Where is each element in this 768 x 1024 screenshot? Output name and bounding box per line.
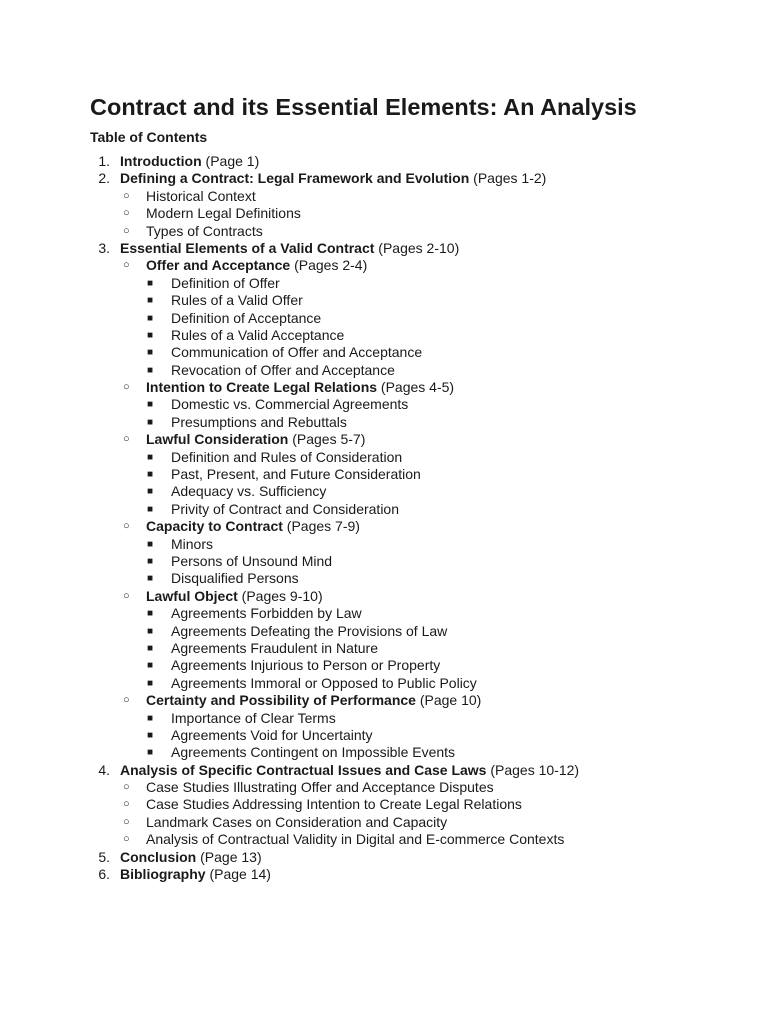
toc-entry-title: Agreements Immoral or Opposed to Public Policy	[171, 674, 477, 691]
toc-entry-level-1	[0, 153, 768, 170]
toc-entry-pages: (Pages 2-4)	[290, 257, 368, 274]
toc-entry-text	[120, 153, 259, 170]
toc-entry-title: Domestic vs. Commercial Agreements	[171, 396, 409, 413]
toc-entry-level-3	[0, 727, 768, 744]
toc-entry-title: Agreements Contingent on Impossible Events	[171, 744, 456, 761]
square-bullet-icon: ■	[147, 712, 154, 724]
square-bullet-icon: ■	[147, 277, 154, 289]
toc-entry-title: Definition of Acceptance	[171, 309, 322, 326]
circle-bullet-icon: ○	[123, 833, 130, 846]
toc-entry-title: Analysis of Contractual Validity in Digital and E-commerce Contexts	[146, 831, 565, 848]
item-number: 2.	[98, 170, 110, 187]
toc-entry-text	[171, 466, 421, 483]
square-bullet-icon: ■	[147, 347, 154, 359]
toc-entry-title: Rules of a Valid Offer	[171, 292, 303, 309]
toc-entry-level-3	[0, 292, 768, 309]
toc-entry-level-3	[0, 310, 768, 327]
toc-entry-text	[171, 501, 399, 518]
toc-entry-text	[171, 292, 303, 309]
toc-entry-text	[120, 849, 262, 866]
toc-entry-title: Historical Context	[146, 187, 256, 204]
toc-entry-text	[120, 240, 459, 257]
toc-entry-text	[171, 362, 395, 379]
toc-entry-text	[171, 536, 213, 553]
square-bullet-icon: ■	[147, 677, 154, 689]
toc-entry-level-3	[0, 536, 768, 553]
toc-entry-pages: (Pages 5-7)	[288, 431, 366, 448]
toc-entry-level-2	[0, 796, 768, 813]
square-bullet-icon: ■	[147, 538, 154, 550]
table-of-contents	[0, 153, 768, 883]
toc-entry-title: Essential Elements of a Valid Contract	[120, 239, 375, 256]
toc-entry-level-3	[0, 623, 768, 640]
toc-entry-text	[171, 449, 402, 466]
toc-entry-text	[171, 675, 477, 692]
circle-bullet-icon: ○	[123, 815, 130, 828]
toc-entry-title: Bibliography	[120, 866, 206, 883]
toc-entry-text	[171, 710, 336, 727]
toc-entry-level-2	[0, 814, 768, 831]
toc-entry-level-2	[0, 223, 768, 240]
toc-entry-level-3	[0, 675, 768, 692]
toc-entry-title: Capacity to Contract	[146, 518, 283, 535]
toc-entry-level-2	[0, 205, 768, 222]
toc-entry-text	[171, 275, 280, 292]
item-number: 5.	[98, 848, 110, 865]
toc-entry-title: Offer and Acceptance	[146, 257, 291, 274]
square-bullet-icon: ■	[147, 555, 154, 567]
toc-entry-pages: (Page 1)	[201, 153, 260, 169]
toc-entry-text	[120, 866, 271, 883]
circle-bullet-icon: ○	[123, 259, 130, 272]
toc-entry-text	[146, 257, 367, 274]
toc-entry-text	[171, 483, 326, 500]
square-bullet-icon: ■	[147, 469, 154, 481]
toc-entry-level-3	[0, 414, 768, 431]
square-bullet-icon: ■	[147, 747, 154, 759]
toc-entry-title: Rules of a Valid Acceptance	[171, 326, 345, 343]
item-number: 6.	[98, 866, 110, 883]
toc-entry-pages: (Page 10)	[415, 692, 482, 709]
toc-entry-text	[171, 640, 378, 657]
toc-entry-level-2	[0, 257, 768, 274]
toc-entry-pages: (Pages 1-2)	[469, 170, 547, 187]
toc-heading: Table of Contents	[90, 129, 208, 145]
item-number: 1.	[98, 153, 110, 169]
toc-entry-level-3	[0, 362, 768, 379]
toc-entry-title: Defining a Contract: Legal Framework and Evolution	[120, 170, 470, 187]
square-bullet-icon: ■	[147, 364, 154, 376]
circle-bullet-icon: ○	[123, 781, 130, 794]
toc-entry-title: Agreements Injurious to Person or Property	[171, 657, 441, 674]
toc-entry-level-1	[0, 849, 768, 866]
toc-entry-text	[120, 170, 546, 187]
toc-entry-level-3	[0, 483, 768, 500]
toc-entry-title: Types of Contracts	[146, 222, 263, 239]
toc-entry-level-3	[0, 275, 768, 292]
toc-entry-level-2	[0, 779, 768, 796]
toc-entry-text	[171, 657, 440, 674]
toc-entry-pages: (Page 14)	[205, 866, 271, 883]
toc-entry-title: Intention to Create Legal Relations	[146, 379, 378, 396]
toc-entry-text	[171, 553, 332, 570]
toc-entry-title: Persons of Unsound Mind	[171, 552, 333, 569]
item-number: 4.	[98, 761, 110, 778]
toc-entry-text	[146, 518, 360, 535]
toc-entry-pages: (Pages 10-12)	[486, 761, 580, 778]
square-bullet-icon: ■	[147, 295, 154, 307]
circle-bullet-icon: ○	[123, 189, 130, 202]
toc-entry-level-3	[0, 501, 768, 518]
toc-entry-text	[171, 310, 321, 327]
toc-entry-level-3	[0, 605, 768, 622]
square-bullet-icon: ■	[147, 329, 154, 341]
toc-entry-level-2	[0, 831, 768, 848]
square-bullet-icon: ■	[147, 642, 154, 654]
toc-entry-pages: (Pages 2-10)	[374, 239, 460, 256]
toc-entry-level-2	[0, 431, 768, 448]
toc-entry-level-3	[0, 344, 768, 361]
square-bullet-icon: ■	[147, 399, 154, 411]
toc-entry-text	[146, 205, 301, 222]
toc-entry-title: Agreements Forbidden by Law	[171, 605, 362, 622]
toc-entry-text	[146, 831, 564, 848]
toc-entry-text	[146, 779, 494, 796]
toc-entry-level-1	[0, 866, 768, 883]
square-bullet-icon: ■	[147, 625, 154, 637]
toc-entry-level-3	[0, 553, 768, 570]
toc-entry-level-1	[0, 240, 768, 257]
toc-entry-text	[171, 570, 299, 587]
circle-bullet-icon: ○	[123, 433, 130, 446]
toc-entry-title: Introduction	[120, 153, 202, 169]
toc-entry-title: Landmark Cases on Consideration and Capacity	[146, 813, 448, 830]
toc-entry-level-1	[0, 762, 768, 779]
toc-entry-title: Case Studies Illustrating Offer and Acceptance Disputes	[146, 779, 494, 796]
toc-entry-level-3	[0, 744, 768, 761]
toc-entry-title: Minors	[171, 535, 214, 552]
circle-bullet-icon: ○	[123, 381, 130, 394]
toc-entry-title: Analysis of Specific Contractual Issues and Case Laws	[120, 761, 487, 778]
toc-entry-title: Revocation of Offer and Acceptance	[171, 361, 395, 378]
square-bullet-icon: ■	[147, 729, 154, 741]
toc-entry-text	[146, 379, 454, 396]
square-bullet-icon: ■	[147, 451, 154, 463]
square-bullet-icon: ■	[147, 312, 154, 324]
toc-entry-title: Modern Legal Definitions	[146, 205, 301, 222]
toc-entry-text	[146, 431, 365, 448]
toc-entry-title: Conclusion	[120, 848, 197, 865]
toc-entry-level-3	[0, 466, 768, 483]
toc-entry-title: Past, Present, and Future Consideration	[171, 466, 421, 483]
square-bullet-icon: ■	[147, 503, 154, 515]
toc-entry-level-3	[0, 396, 768, 413]
toc-entry-title: Communication of Offer and Acceptance	[171, 344, 423, 361]
toc-entry-level-3	[0, 449, 768, 466]
toc-entry-text	[120, 762, 579, 779]
toc-entry-title: Adequacy vs. Sufficiency	[171, 483, 327, 500]
toc-entry-text	[171, 396, 408, 413]
toc-entry-level-1	[0, 170, 768, 187]
toc-entry-pages: (Pages 7-9)	[282, 518, 360, 535]
toc-entry-pages: (Pages 4-5)	[377, 379, 455, 396]
toc-entry-pages: (Pages 9-10)	[237, 587, 323, 604]
square-bullet-icon: ■	[147, 573, 154, 585]
circle-bullet-icon: ○	[123, 589, 130, 602]
toc-entry-text	[171, 623, 447, 640]
toc-entry-text	[171, 744, 455, 761]
square-bullet-icon: ■	[147, 416, 154, 428]
square-bullet-icon: ■	[147, 608, 154, 620]
toc-entry-level-3	[0, 327, 768, 344]
square-bullet-icon: ■	[147, 660, 154, 672]
toc-entry-pages: (Page 13)	[196, 848, 262, 865]
toc-entry-text	[146, 814, 447, 831]
toc-entry-title: Presumptions and Rebuttals	[171, 413, 347, 430]
circle-bullet-icon: ○	[123, 224, 130, 237]
toc-entry-text	[171, 605, 362, 622]
toc-entry-level-2	[0, 518, 768, 535]
toc-entry-text	[146, 588, 323, 605]
toc-entry-level-2	[0, 379, 768, 396]
toc-entry-title: Case Studies Addressing Intention to Create Legal Relations	[146, 796, 522, 813]
circle-bullet-icon: ○	[123, 798, 130, 811]
toc-entry-level-2	[0, 188, 768, 205]
square-bullet-icon: ■	[147, 486, 154, 498]
document-title: Contract and its Essential Elements: An Analysis	[90, 94, 637, 120]
toc-entry-text	[171, 344, 422, 361]
toc-entry-text	[146, 188, 256, 205]
toc-entry-title: Lawful Object	[146, 587, 238, 604]
toc-entry-title: Definition and Rules of Consideration	[171, 448, 403, 465]
toc-entry-text	[171, 327, 344, 344]
toc-entry-level-3	[0, 710, 768, 727]
toc-entry-text	[171, 727, 373, 744]
toc-entry-title: Privity of Contract and Consideration	[171, 500, 399, 517]
toc-entry-title: Certainty and Possibility of Performance	[146, 692, 416, 709]
toc-entry-text	[146, 796, 522, 813]
toc-entry-title: Agreements Void for Uncertainty	[171, 726, 373, 743]
circle-bullet-icon: ○	[123, 694, 130, 707]
toc-entry-level-3	[0, 657, 768, 674]
toc-entry-title: Importance of Clear Terms	[171, 709, 336, 726]
item-number: 3.	[98, 239, 110, 256]
toc-entry-level-2	[0, 692, 768, 709]
toc-entry-text	[146, 223, 263, 240]
circle-bullet-icon: ○	[123, 207, 130, 220]
toc-entry-title: Lawful Consideration	[146, 431, 289, 448]
toc-entry-title: Agreements Defeating the Provisions of Law	[171, 622, 448, 639]
toc-entry-text	[146, 692, 481, 709]
toc-entry-level-3	[0, 570, 768, 587]
circle-bullet-icon: ○	[123, 520, 130, 533]
toc-entry-level-3	[0, 640, 768, 657]
toc-entry-title: Disqualified Persons	[171, 570, 299, 587]
toc-entry-title: Agreements Fraudulent in Nature	[171, 639, 378, 656]
toc-entry-text	[171, 414, 347, 431]
toc-entry-title: Definition of Offer	[171, 274, 280, 291]
toc-entry-level-2	[0, 588, 768, 605]
